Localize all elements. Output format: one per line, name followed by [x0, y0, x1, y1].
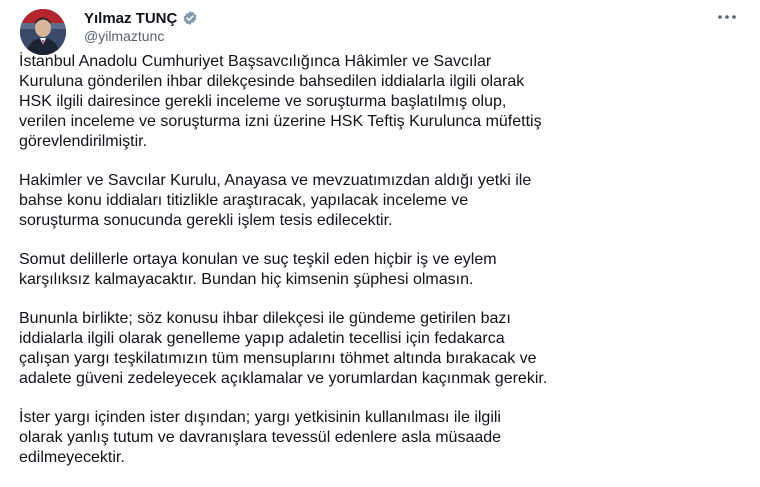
tweet-paragraph: [19, 408, 749, 468]
author-display-name[interactable]: Yılmaz TUNÇ: [84, 9, 178, 27]
tweet-line: HSK ilgili dairesince gerekli inceleme ve soruşturma başlatılmış olup,: [19, 93, 507, 110]
tweet-text: [19, 52, 749, 487]
tweet-line: Kuruluna gönderilen ihbar dilekçesinde bahsedilen iddialarla ilgili olarak: [19, 73, 525, 90]
author-handle[interactable]: @yilmaztunc: [84, 28, 165, 44]
tweet-line: Bununla birlikte; söz konusu ihbar dilekçesi ile gündeme getirilen bazı: [19, 310, 511, 327]
tweet-line: bahse konu iddiaları titizlikle araştıracak, yapılacak inceleme ve: [19, 192, 469, 209]
tweet-line: adalete güveni zedeleyecek açıklamalar ve yorumlardan kaçınmak gerekir.: [19, 370, 548, 387]
tweet-line: görevlendirilmiştir.: [19, 133, 148, 150]
tweet-paragraph: [19, 171, 749, 231]
more-options-button[interactable]: [714, 8, 740, 26]
tweet-line: edilmeyecektir.: [19, 449, 125, 466]
tweet-paragraph: [19, 309, 749, 389]
tweet-line: verilen inceleme ve soruşturma izni üzerine HSK Teftiş Kurulunca müfettiş: [19, 113, 542, 130]
avatar[interactable]: [20, 9, 66, 55]
tweet-line: soruşturma sonucunda gerekli işlem tesis edilecektir.: [19, 212, 393, 229]
author-name-row: [84, 8, 198, 28]
tweet-line: Hakimler ve Savcılar Kurulu, Anayasa ve mevzuatımızdan aldığı yetki ile: [19, 172, 532, 189]
tweet-line: iddialarla ilgili olarak genelleme yapıp adaletin tecellisi için fedakarca: [19, 330, 505, 347]
tweet-line: karşılıksız kalmayacaktır. Bundan hiç kimsenin şüphesi olmasın.: [19, 271, 474, 288]
tweet-line: çalışan yargı teşkilatımızın tüm mensuplarını töhmet altında bırakacak ve: [19, 350, 537, 367]
tweet-paragraph: [19, 52, 749, 152]
tweet-line: Somut delillerle ortaya konulan ve suç teşkil eden hiçbir iş ve eylem: [19, 251, 497, 268]
tweet-line: olarak yanlış tutum ve davranışlara tevessül edenlere asla müsaade: [19, 429, 502, 446]
tweet-line: İstanbul Anadolu Cumhuriyet Başsavcılığınca Hâkimler ve Savcılar: [19, 53, 492, 70]
avatar-image: [20, 9, 66, 55]
verified-badge-icon: [182, 10, 198, 26]
tweet-line: İster yargı içinden ister dışından; yargı yetkisinin kullanılması ile ilgili: [19, 409, 501, 426]
tweet-paragraph: [19, 250, 749, 290]
more-options-icon: [717, 14, 737, 20]
